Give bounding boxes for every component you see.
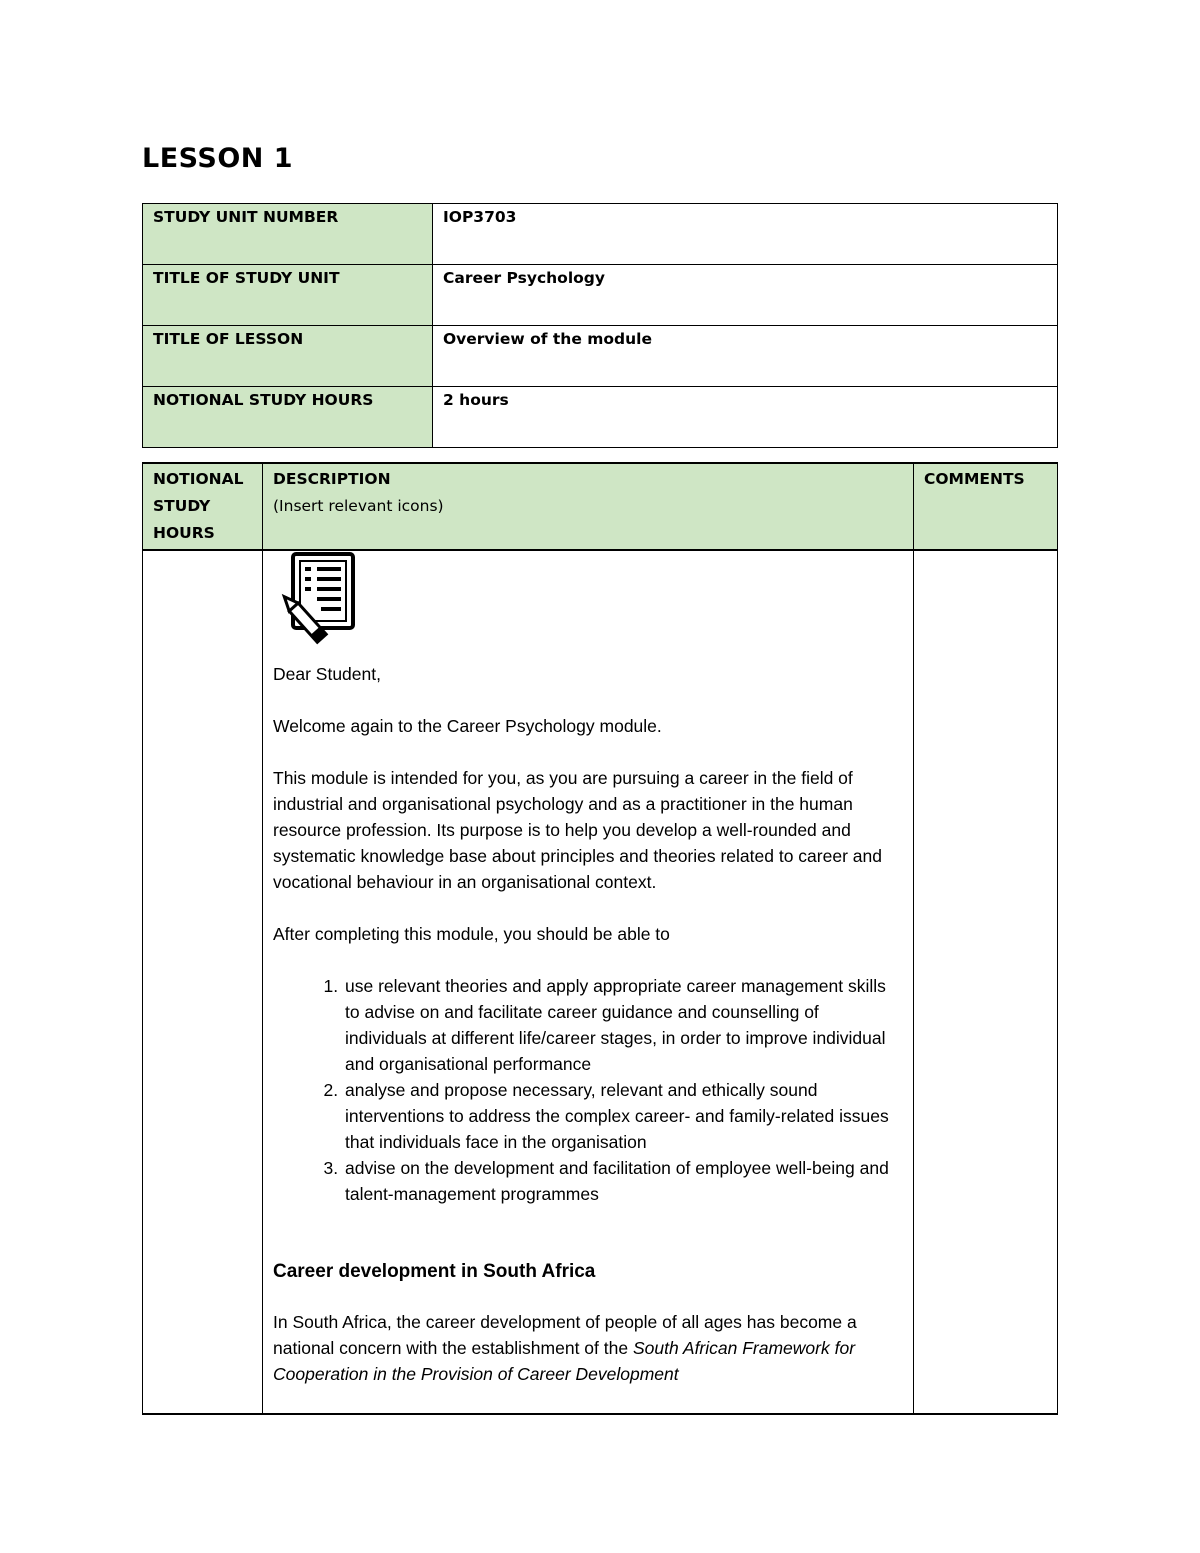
hours-header: [143, 463, 263, 550]
hours-header-line: HOURS: [153, 524, 215, 542]
description-cell: [263, 550, 914, 1414]
framework-title: South African Framework for Cooperation in the Provision of Career Development: [273, 1338, 856, 1384]
info-value: Career Psychology: [433, 265, 1058, 326]
outcomes-lead: After completing this module, you should be able to: [273, 924, 670, 944]
list-item: 3. advise on the development and facilitation of employee well-being and talent-management programmes: [343, 1155, 903, 1207]
table-row: [143, 204, 1058, 265]
welcome-text: Welcome again to the Career Psychology module.: [273, 716, 662, 736]
comments-header: [914, 463, 1058, 550]
section-text: In South Africa, the career development of people of all ages has become a national concern with the establishment of the: [273, 1312, 857, 1358]
description-header: [263, 463, 914, 550]
list-item: 1. use relevant theories and apply appropriate career management skills to advise on and facilitate career guidance and counselling of individuals at different life/career stages, in order to improve individual and organisational performance: [343, 973, 903, 1077]
info-label: STUDY UNIT NUMBER: [143, 204, 433, 265]
hours-header-line: STUDY: [153, 497, 211, 515]
lesson-content-table: [142, 462, 1058, 1415]
intro-paragraph: This module is intended for you, as you are pursuing a career in the field of industrial and organisational psychology and as a practitioner in the human resource profession. Its purpose is to help you develop a well-rounded and systematic knowledge base about principles and theories related to career and vocational behaviour in an organisational context.: [273, 768, 882, 892]
table-row: [143, 387, 1058, 448]
outcomes-list: [273, 973, 903, 1207]
description-header-note: (Insert relevant icons): [273, 497, 444, 515]
study-unit-info-table: [142, 203, 1058, 448]
info-value: Overview of the module: [433, 326, 1058, 387]
comments-header-title: COMMENTS: [924, 470, 1025, 488]
info-value: 2 hours: [433, 387, 1058, 448]
info-label: NOTIONAL STUDY HOURS: [143, 387, 433, 448]
list-item: 2. analyse and propose necessary, relevant and ethically sound interventions to address the complex career- and family-related issues that individuals face in the organisation: [343, 1077, 903, 1155]
greeting: Dear Student,: [273, 664, 381, 684]
comments-cell: [914, 550, 1058, 1414]
hours-header-line: NOTIONAL: [153, 470, 244, 488]
info-value: IOP3703: [433, 204, 1058, 265]
table-row: [143, 550, 1058, 1414]
section-heading: Career development in South Africa: [273, 1261, 596, 1282]
table-header-row: [143, 463, 1058, 550]
description-header-title: DESCRIPTION: [273, 470, 391, 488]
lesson-heading: LESSON 1: [142, 143, 294, 174]
hours-cell: [143, 550, 263, 1414]
table-row: [143, 265, 1058, 326]
info-label: TITLE OF LESSON: [143, 326, 433, 387]
section-paragraph: [273, 1309, 903, 1387]
info-label: TITLE OF STUDY UNIT: [143, 265, 433, 326]
table-row: [143, 326, 1058, 387]
notepad-pencil-icon: [279, 551, 903, 649]
